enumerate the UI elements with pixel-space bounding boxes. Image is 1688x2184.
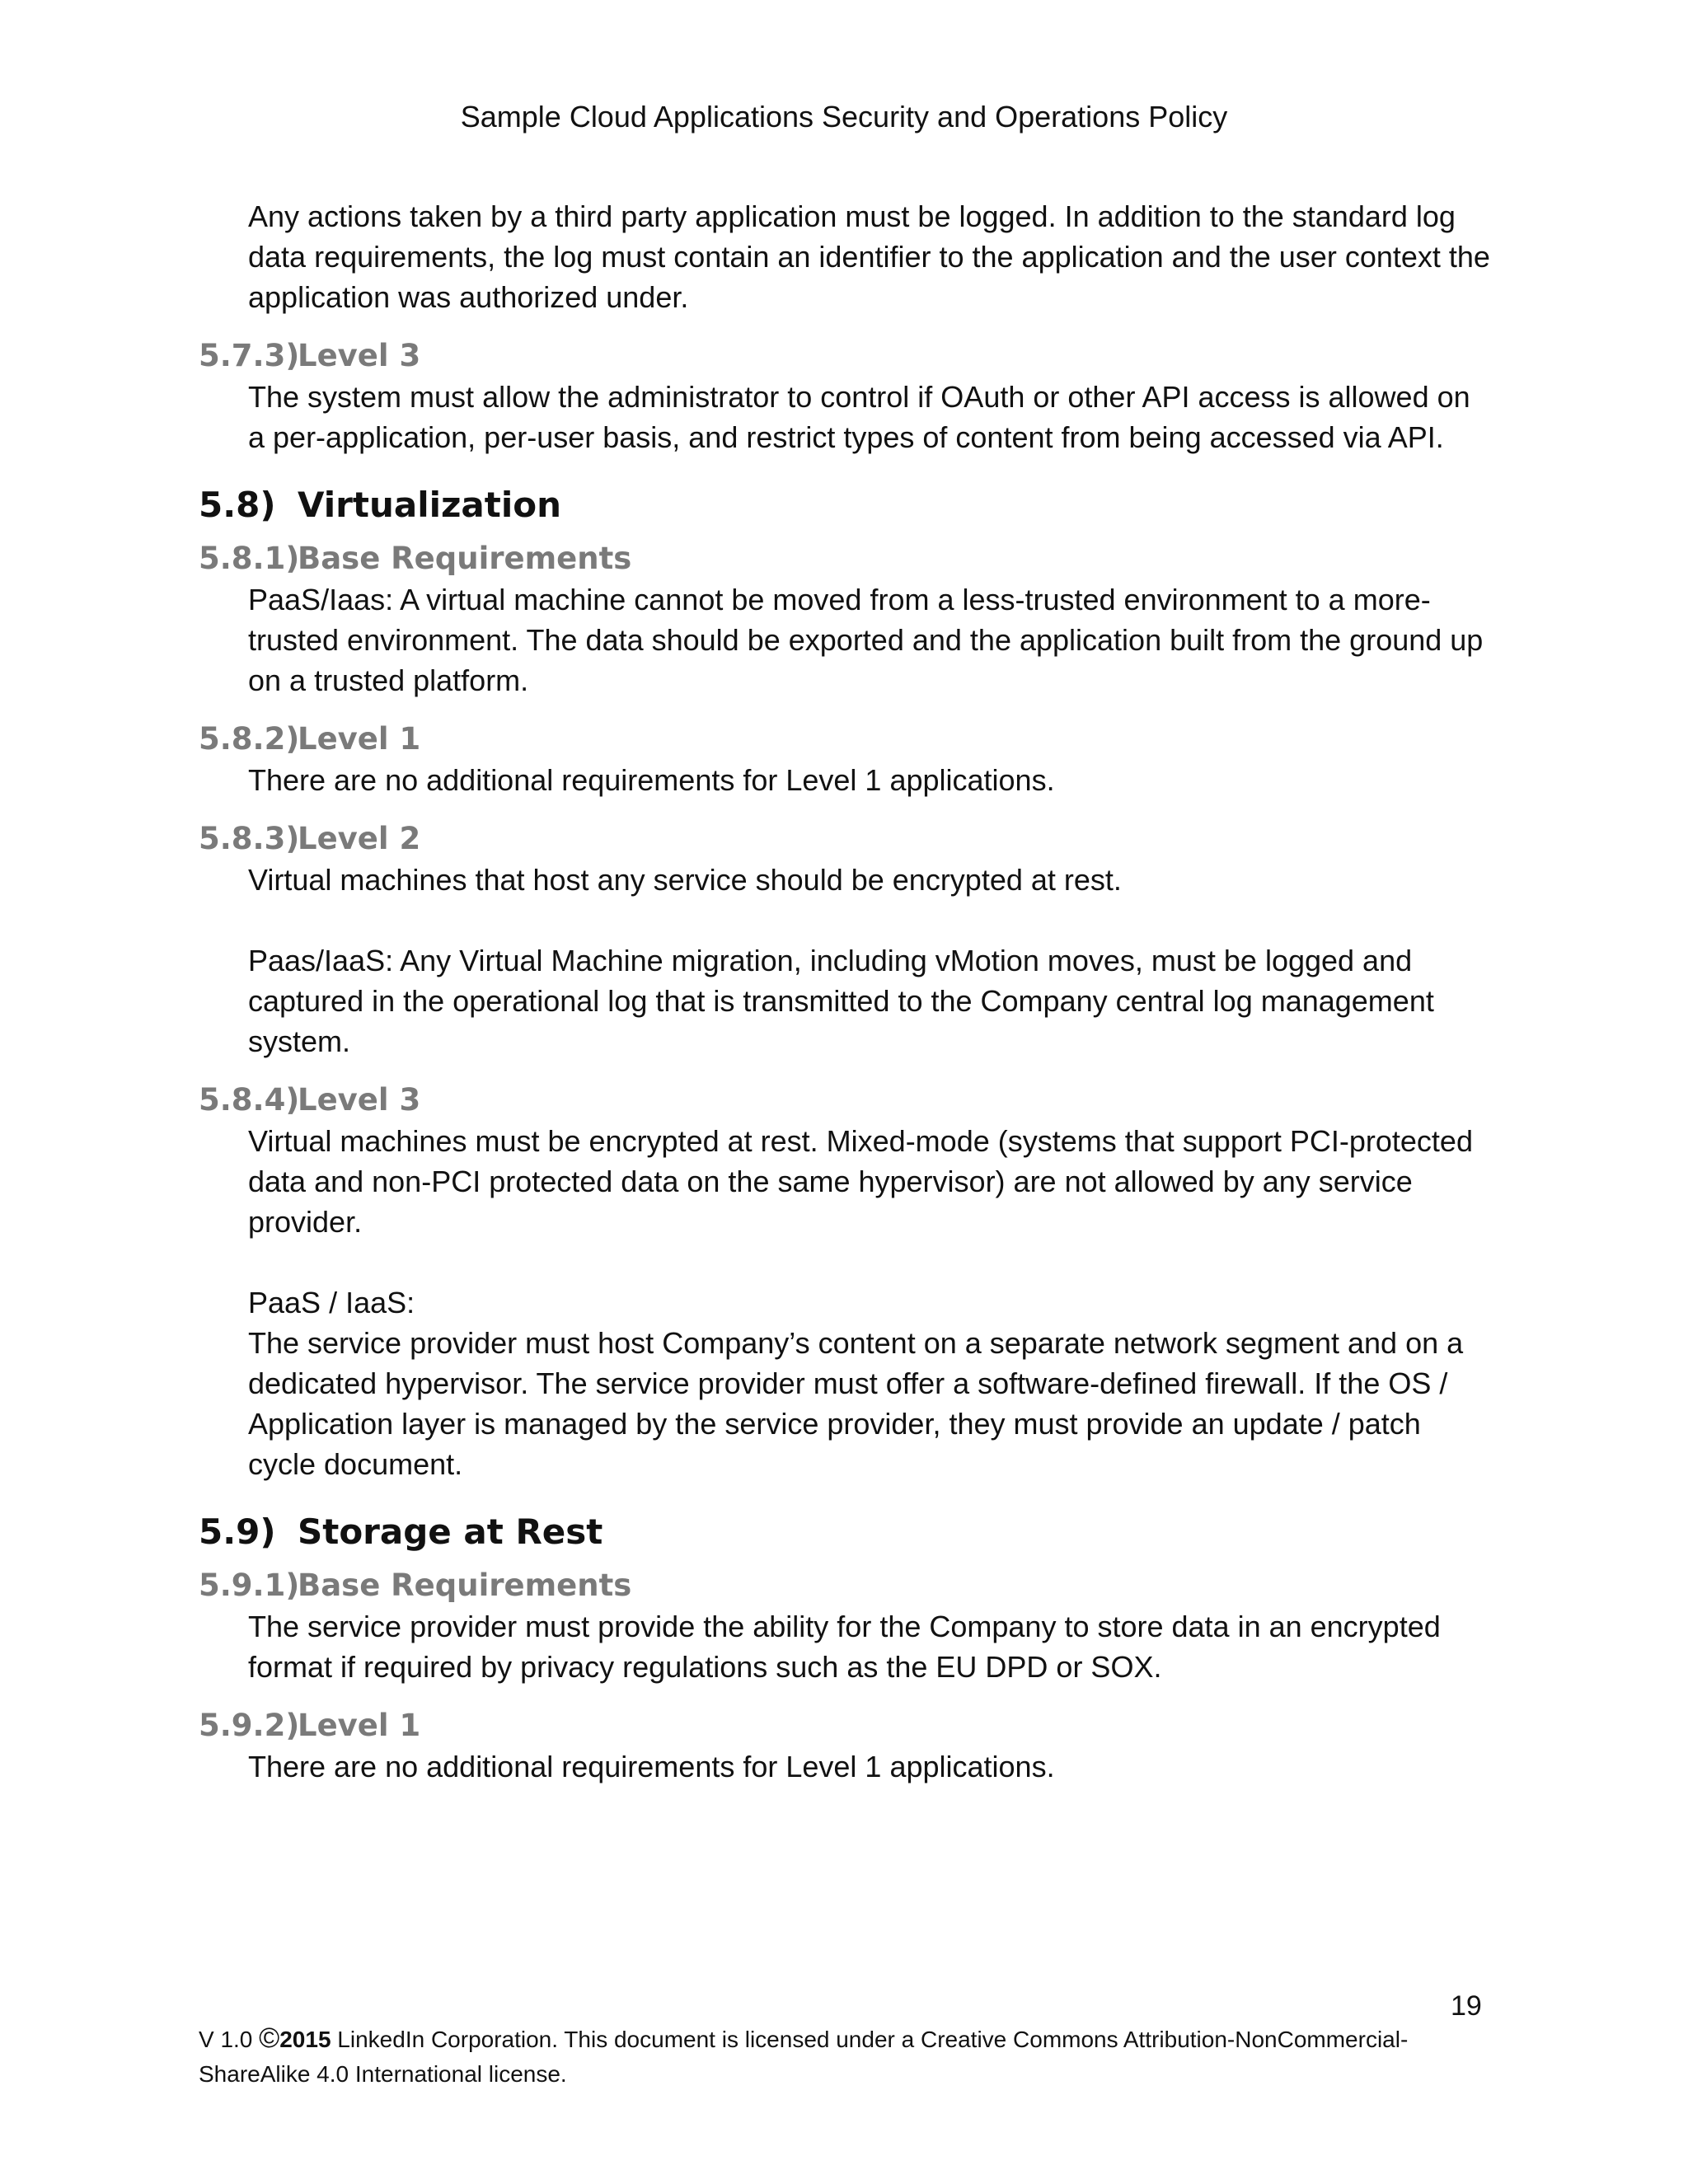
intro-paragraph: Any actions taken by a third party application must be logged. In addition to the standard log data requirements, the log must contain an identifier to the application and the user context the application was authorized under.: [248, 199, 1490, 314]
heading-title: Base Requirements: [298, 541, 632, 576]
heading-5-9: [199, 1509, 1501, 1555]
footer-license: [199, 2021, 1435, 2092]
heading-5-9-2: [199, 1705, 1501, 1746]
heading-number: 5.8.1): [199, 541, 300, 576]
paragraph-5-8-4-c: The service provider must host Company’s content on a separate network segment and on a dedicated hypervisor. The service provider must offer a software-defined firewall. If the OS / Application layer is managed by the service provider, they must provide an update / patch cycle document.: [248, 1326, 1464, 1481]
paragraph-5-8-2: There are no additional requirements for Level 1 applications.: [248, 763, 1055, 797]
heading-number: 5.9.1): [199, 1568, 300, 1603]
heading-title: Level 3: [298, 338, 421, 373]
paragraph-5-9-1: The service provider must provide the ability for the Company to store data in an encrypted format if required by privacy regulations such as the EU DPD or SOX.: [248, 1610, 1441, 1684]
heading-5-8-4: [199, 1080, 1501, 1121]
heading-number: 5.7.3): [199, 338, 300, 373]
heading-title: Level 1: [298, 1708, 421, 1743]
page-number: 19: [1451, 1990, 1482, 2022]
heading-5-8: [199, 482, 1501, 528]
heading-number: 5.8.3): [199, 821, 300, 856]
paragraph-5-8-4-b: PaaS / IaaS:: [248, 1286, 415, 1319]
heading-5-8-1: [199, 538, 1501, 579]
footer-year: 2015: [279, 2027, 331, 2052]
paragraph-5-8-3-b: Paas/IaaS: Any Virtual Machine migration, including vMotion moves, must be logged and captured in the operational log that is transmitted to the Company central log management system.: [248, 944, 1434, 1058]
document-body: [199, 196, 1501, 1787]
paragraph-5-8-3-a: Virtual machines that host any service should be encrypted at rest.: [248, 863, 1122, 897]
footer-license-text: LinkedIn Corporation. This document is licensed under a Creative Commons Attribution-NonCommercial-ShareAlike 4.0 International license.: [199, 2027, 1409, 2087]
heading-number: 5.9.2): [199, 1708, 300, 1743]
heading-number: 5.8.2): [199, 721, 300, 757]
paragraph-5-8-1: PaaS/Iaas: A virtual machine cannot be moved from a less-trusted environment to a more-trusted environment. The data should be exported and the application built from the ground up on a trusted platform.: [248, 583, 1484, 697]
paragraph-5-9-2: There are no additional requirements for Level 1 applications.: [248, 1750, 1055, 1783]
heading-5-7-3: [199, 335, 1501, 377]
heading-title: Level 1: [298, 721, 421, 757]
footer-version: V 1.0: [199, 2027, 260, 2052]
paragraph-5-7-3: The system must allow the administrator to control if OAuth or other API access is allowed on a per-application, per-user basis, and restrict types of content from being accessed via API.: [248, 380, 1470, 454]
heading-title: Level 2: [298, 821, 421, 856]
heading-title: Virtualization: [298, 485, 562, 525]
paragraph-5-8-4-a: Virtual machines must be encrypted at rest. Mixed-mode (systems that support PCI-protected data and non-PCI protected data on the same hypervisor) are not allowed by any service provider.: [248, 1124, 1473, 1239]
heading-5-9-1: [199, 1565, 1501, 1606]
heading-number: 5.8): [199, 485, 276, 525]
heading-number: 5.9): [199, 1511, 276, 1552]
heading-title: Storage at Rest: [298, 1511, 603, 1552]
page-header: Sample Cloud Applications Security and Operations Policy: [460, 100, 1228, 134]
heading-5-8-3: [199, 818, 1501, 860]
heading-title: Level 3: [298, 1082, 421, 1118]
heading-number: 5.8.4): [199, 1082, 300, 1118]
heading-5-8-2: [199, 719, 1501, 760]
heading-title: Base Requirements: [298, 1568, 632, 1603]
copyright-icon: ©: [259, 2022, 280, 2054]
